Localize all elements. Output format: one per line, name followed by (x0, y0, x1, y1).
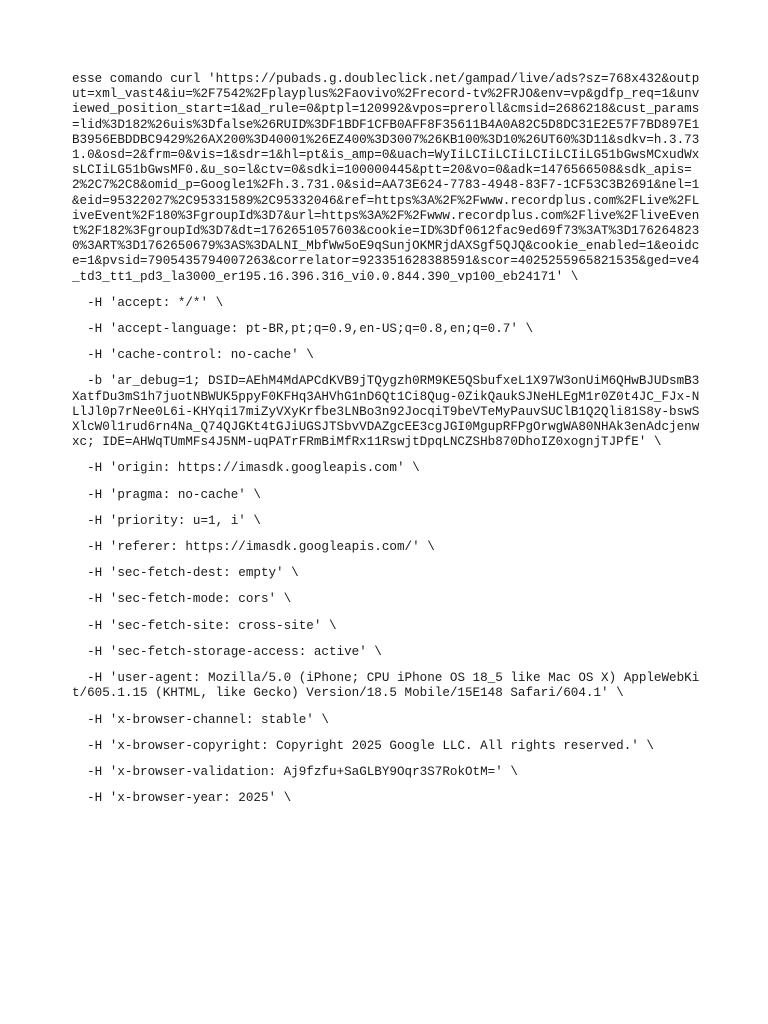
header-priority: -H 'priority: u=1, i' \ (72, 513, 261, 528)
header-sec-fetch-mode: -H 'sec-fetch-mode: cors' \ (72, 592, 292, 607)
header-accept: -H 'accept: */*' \ (72, 295, 224, 310)
cookie-argument: -b 'ar_debug=1; DSID=AEhM4MdAPCdKVB9jTQygzh0RM9KE5QSbufxeL1X97W3onUiM6QHwBJUDsmB3XatfDu3mS1h7juotNBWUK5ppyF0KFHq3AHVhG1nD6Qt1Ci8Qug-0ZikQaukSJNeHLEgM1r0Z0t4JC_FJx-NLlJl0p7rNee0L6i-KHYqi17miZyVXyKrfbe3LNBo3n92JocqiT9beVTeMyPauvSUClB1Q2Qli81S8y-bswSXlcW0l1rud6rn4Na_Q74QJGKt4tGJiUGSJTSbvVDAZgcEE3cgJGI0MgupRFPgOrwgWA80NHAk3enAdcjenwxc; IDE=AHWqTUmMFs4J5NM-uqPATrFRmBiMfRx11RswjtDpqLNCZSHb870DhoIZ0xognjTJPfE' \ (72, 374, 700, 450)
header-sec-fetch-dest: -H 'sec-fetch-dest: empty' \ (72, 566, 299, 581)
curl-command-paragraph: esse comando curl 'https://pubads.g.doubleclick.net/gampad/live/ads?sz=768x432&output=xml_vast4&iu=%2F7542%2Fplayplus%2Faovivo%2Frecord-tv%2FRJO&env=vp&gdfp_req=1&unviewed_position_start=1&ad_rule=0&ptpl=120992&vpos=preroll&cmsid=2686218&cust_params=lid%3D182%26uis%3Dfalse%26RUID%3DF1BDF1CFB0AFF8F35611B4A0A82C5D8DC31E2E57F7BD897E1B3956EBDDBC9429%26AX200%3D40001%26EZ400%3D3007%26KB100%3D10%26UT60%3D11&sdkv=h.3.731.0&osd=2&frm=0&vis=1&sdr=1&hl=pt&is_amp=0&uach=WyIiLCIiLCIiLCIiLCIiLG51bGwsMCxudWxsLCIiLG51bGwsMF0.&u_so=l&ctv=0&sdki=100000445&ptt=20&vo=0&adk=1476566508&sdk_apis=2%2C7%2C8&omid_p=Google1%2Fh.3.731.0&sid=AA73E624-7783-4948-83F7-1CF53C3B2691&nel=1&eid=95322027%2C95331589%2C95332046&ref=https%3A%2F%2Fwww.recordplus.com%2FLive%2FLiveEvent%2F180%3FgroupId%3D7&url=https%3A%2F%2Fwww.recordplus.com%2Flive%2FliveEvent%2F182%3FgroupId%3D7&dt=1762651057603&cookie=ID%3Df0612fac9ed69f73%3AT%3D1762648230%3ART%3D1762650679%3AS%3DALNI_MbfWw5oE9qSunjOKMRjdAXSgf5QJQ&cookie_enabled=1&eoidce=1&pvsid=7905435794007263&correlator=923351628388591&scor=4025255965821535&ged=ve4_td3_tt1_pd3_la3000_er195.16.396.316_vi0.0.844.390_vp100_eb24171' \ (72, 72, 700, 284)
header-x-browser-channel: -H 'x-browser-channel: stable' \ (72, 712, 329, 727)
header-cache-control: -H 'cache-control: no-cache' \ (72, 348, 314, 363)
header-x-browser-copyright: -H 'x-browser-copyright: Copyright 2025 Google LLC. All rights reserved.' \ (72, 738, 654, 753)
header-x-browser-year: -H 'x-browser-year: 2025' \ (72, 791, 292, 806)
header-referer: -H 'referer: https://imasdk.googleapis.com/' \ (72, 540, 435, 555)
header-sec-fetch-storage-access: -H 'sec-fetch-storage-access: active' \ (72, 644, 382, 659)
header-pragma: -H 'pragma: no-cache' \ (72, 487, 261, 502)
header-sec-fetch-site: -H 'sec-fetch-site: cross-site' \ (72, 618, 337, 633)
header-x-browser-validation: -H 'x-browser-validation: Aj9fzfu+SaGLBY9Oqr3S7RokOtM=' \ (72, 764, 518, 779)
header-accept-language: -H 'accept-language: pt-BR,pt;q=0.9,en-US;q=0.8,en;q=0.7' \ (72, 322, 534, 337)
document-page (72, 72, 702, 817)
header-user-agent: -H 'user-agent: Mozilla/5.0 (iPhone; CPU iPhone OS 18_5 like Mac OS X) AppleWebKit/605.1.15 (KHTML, like Gecko) Version/18.5 Mobile/15E148 Safari/604.1' \ (72, 671, 700, 701)
header-origin: -H 'origin: https://imasdk.googleapis.com' \ (72, 461, 420, 476)
